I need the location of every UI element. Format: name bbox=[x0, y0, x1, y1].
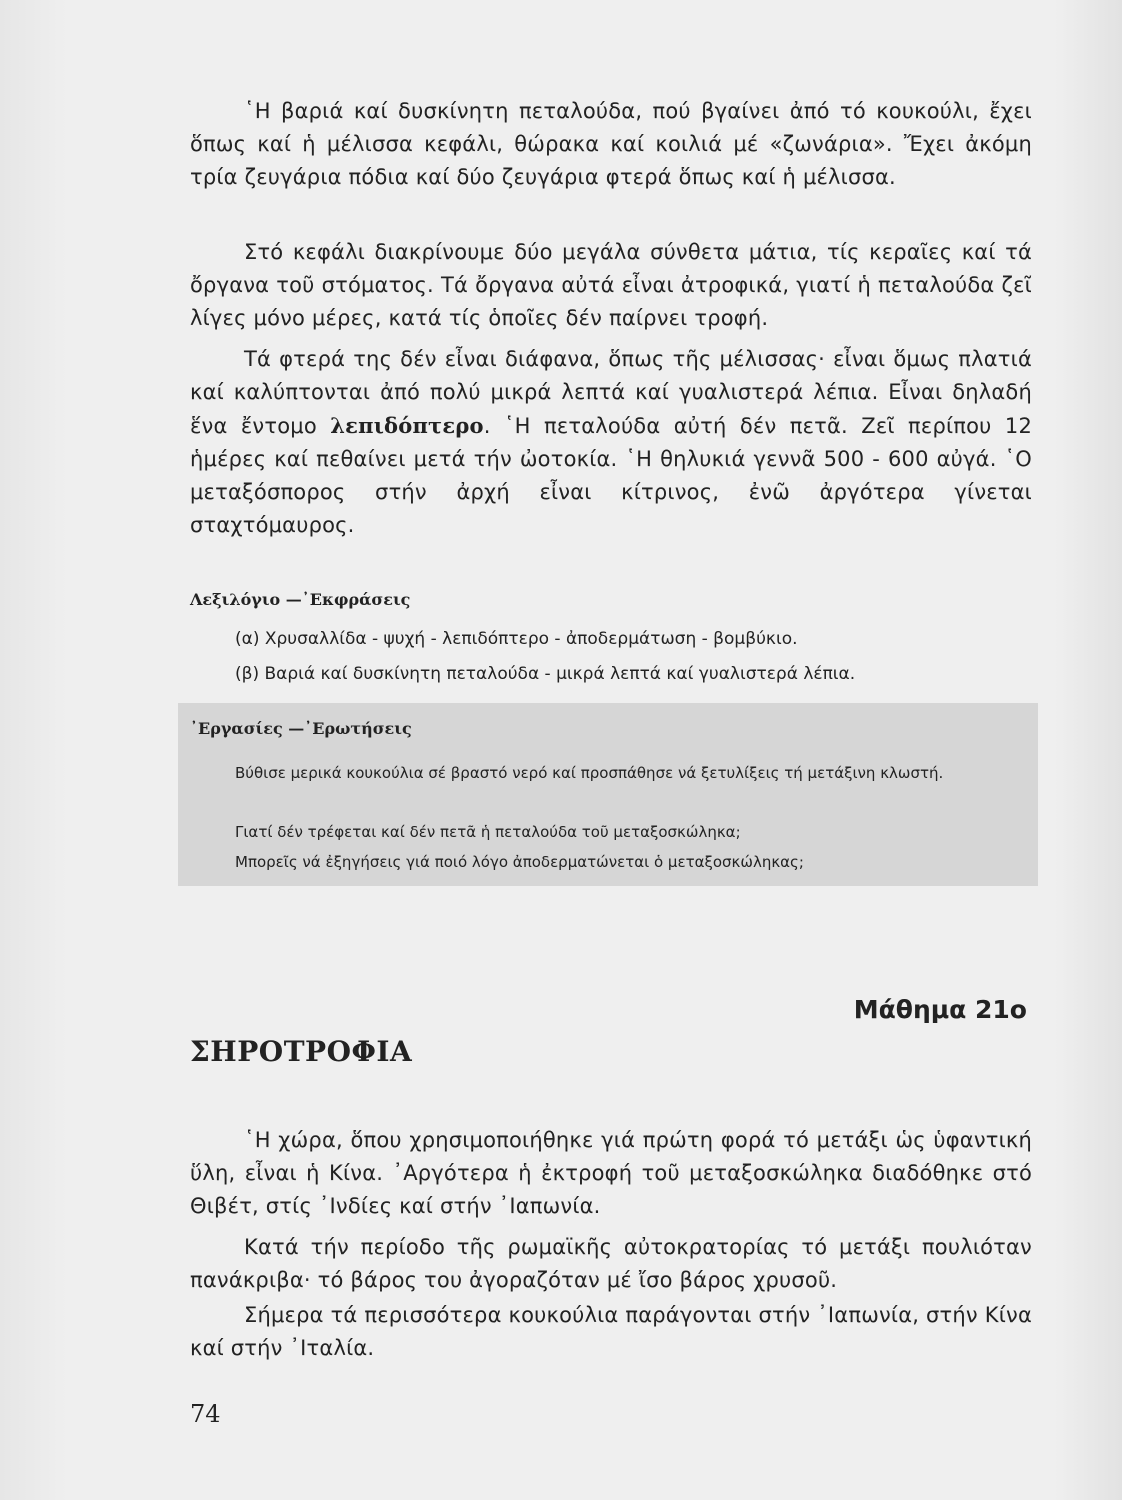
vocabulary-line-a: (α) Χρυσαλλίδα - ψυχή - λεπιδόπτερο - ἀποδερμάτωση - βομβύκιο. bbox=[235, 629, 798, 649]
intro-paragraph-1: ῾Η βαριά καί δυσκίνητη πεταλούδα, πού βγαίνει ἀπό τό κουκούλι, ἔχει ὅπως καί ἡ μέλισσα κεφάλι, θώρακα καί κοιλιά μέ «ζωνάρια». Ἔχει ἀκόμη τρία ζευγάρια πόδια καί δύο ζευγάρια φτερά ὅπως καί ἡ μέλισσα. bbox=[190, 99, 1032, 189]
exercise-question-2: Γιατί δέν τρέφεται καί δέν πετᾶ ἡ πεταλούδα τοῦ μεταξοσκώληκα; bbox=[235, 823, 741, 841]
vocabulary-line-b: (β) Βαριά καί δυσκίνητη πεταλούδα - μικρά λεπτά καί γυαλιστερά λέπια. bbox=[235, 664, 856, 684]
lesson-number: Μάθημα 21ο bbox=[853, 995, 1027, 1024]
page-number: 74 bbox=[190, 1400, 221, 1428]
chapter-title: ΣΗΡΟΤΡΟΦΙΑ bbox=[190, 1035, 413, 1068]
exercise-question-3: Μπορεῖς νά ἐξηγήσεις γιά ποιό λόγο ἀποδερματώνεται ὁ μεταξοσκώληκας; bbox=[235, 853, 804, 871]
exercise-question-1: Βύθισε μερικά κουκούλια σέ βραστό νερό καί προσπάθησε νά ξετυλίξεις τή μετάξινη κλωστή. bbox=[235, 764, 944, 782]
exercises-box bbox=[178, 703, 1038, 886]
exercises-heading: ᾿Εργασίες —᾿Ερωτήσεις bbox=[190, 719, 412, 738]
vocabulary-heading: Λεξιλόγιο —᾿Εκφράσεις bbox=[190, 590, 411, 609]
lesson-paragraph-1: ῾Η χώρα, ὅπου χρησιμοποιήθηκε γιά πρώτη φορά τό μετάξι ὡς ὑφαντική ὕλη, εἶναι ἡ Κίνα. ᾿Αργότερα ἡ ἐκτροφή τοῦ μεταξοσκώληκα διαδόθηκε στό Θιβέτ, στίς ᾿Ινδίες καί στήν ᾿Ιαπωνία. bbox=[190, 1128, 1032, 1218]
intro-paragraph-3 bbox=[190, 343, 1032, 542]
intro-paragraph-2: Στό κεφάλι διακρίνουμε δύο μεγάλα σύνθετα μάτια, τίς κεραῖες καί τά ὄργανα τοῦ στόματος. Τά ὄργανα αὐτά εἶναι ἀτροφικά, γιατί ἡ πεταλούδα ζεῖ λίγες μόνο μέρες, κατά τίς ὁποῖες δέν παίρνει τροφή. bbox=[190, 240, 1032, 330]
lesson-paragraph-3: Σήμερα τά περισσότερα κουκούλια παράγονται στήν ᾿Ιαπωνία, στήν Κίνα καί στήν ᾿Ιταλία. bbox=[190, 1303, 1032, 1360]
paragraph-3-text-after: . ῾Η πεταλούδα αὐτή δέν πετᾶ. Ζεῖ περίπου 12 ἡμέρες καί πεθαίνει μετά τήν ὠοτοκία. ῾Η θηλυκιά γεννᾶ 500 - 600 αὐγά. ῾Ο μεταξόσπορος στήν ἀρχή εἶναι κίτρινος, ἐνῶ ἀργότερα γίνεται σταχτόμαυρος. bbox=[190, 414, 1033, 537]
bold-term-lepidoptera: λεπιδόπτερο bbox=[330, 413, 484, 438]
paragraph-3-text-before: Τά φτερά της δέν εἶναι διάφανα, ὅπως τῆς μέλισσας· εἶναι ὅμως πλατιά καί καλύπτονται ἀπό πολύ μικρά λεπτά καί γυαλιστερά λέπια. Εἶναι δηλαδή ἕνα ἔντομο bbox=[190, 347, 1032, 438]
lesson-paragraph-2: Κατά τήν περίοδο τῆς ρωμαϊκῆς αὐτοκρατορίας τό μετάξι πουλιόταν πανάκριβα· τό βάρος του ἀγοραζόταν μέ ἴσο βάρος χρυσοῦ. bbox=[190, 1235, 1032, 1292]
